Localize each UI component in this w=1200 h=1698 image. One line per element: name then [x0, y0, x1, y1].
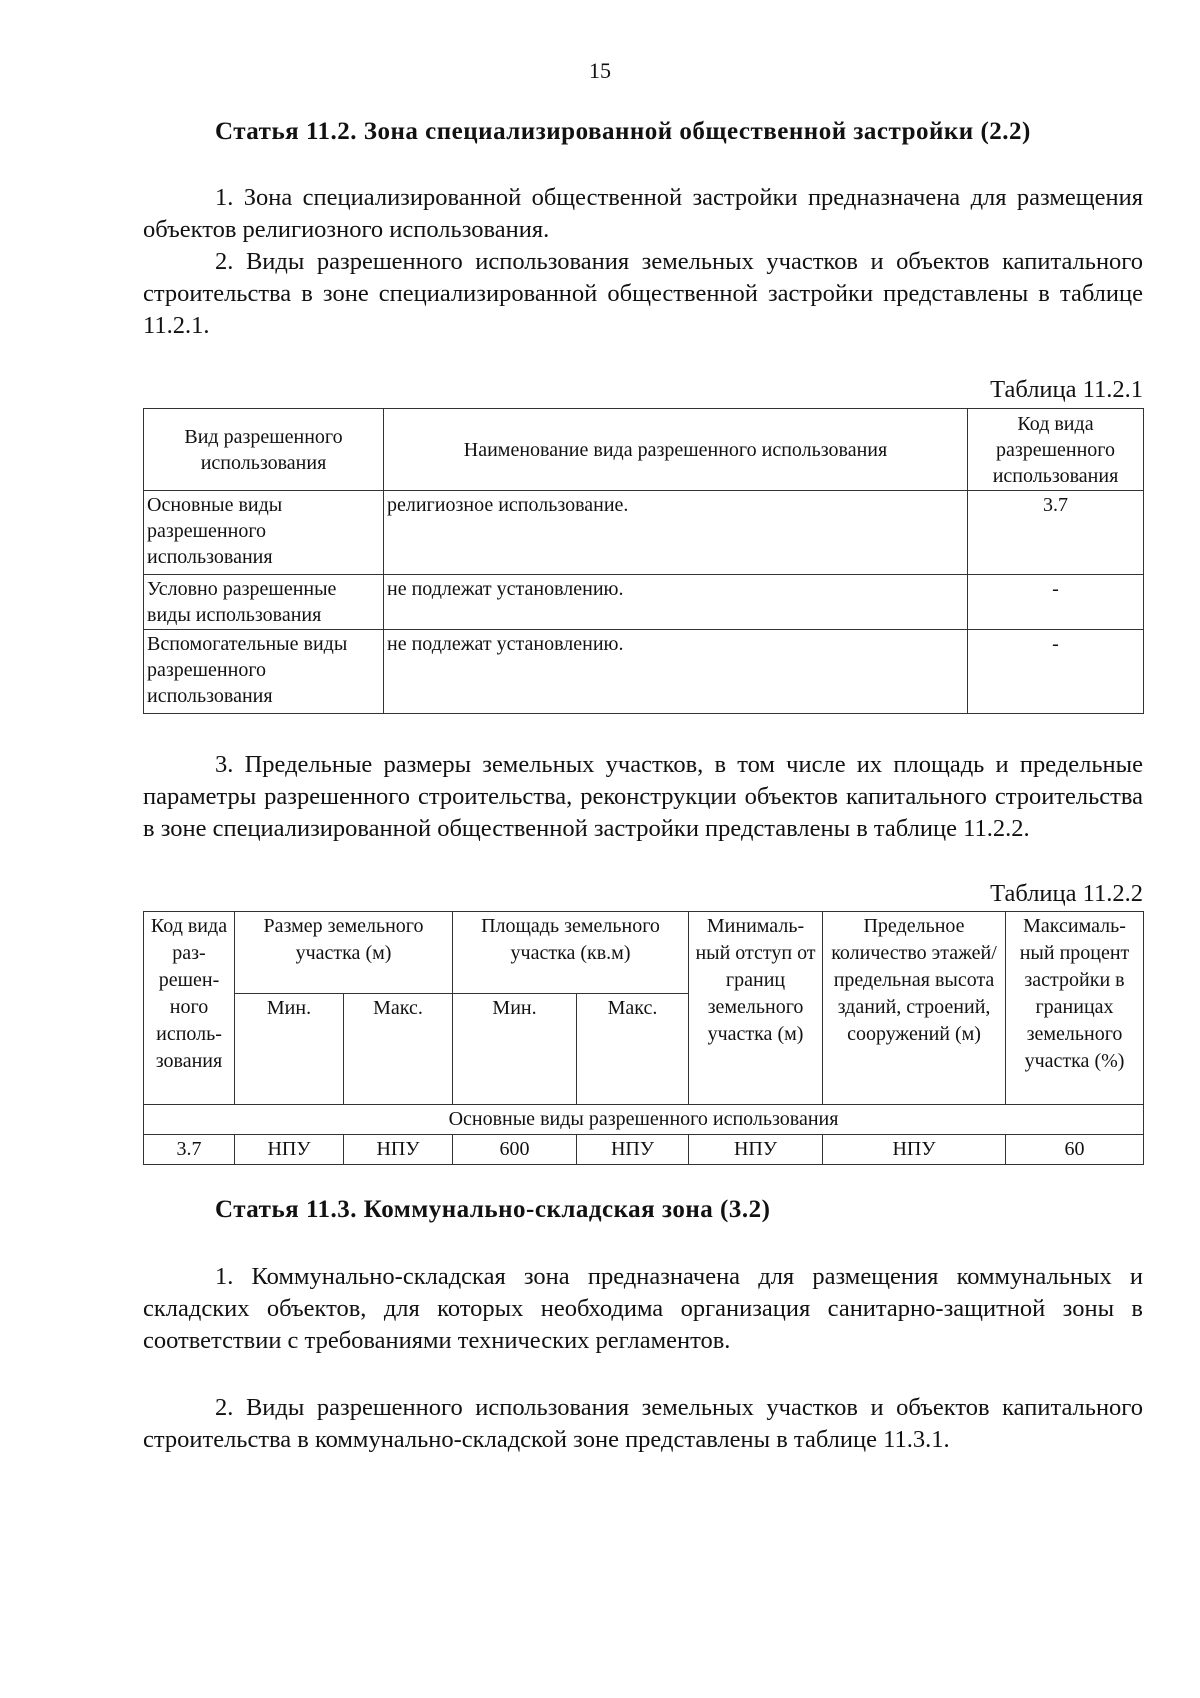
article-11-2-paragraph-2: 2. Виды разрешенного использования земельных участков и объектов капитального строительства в зоне специализированной общественной застройки представлены в таблице 11.2.1. — [143, 248, 1143, 339]
cell-use-type: Условно разрешенные виды использования — [144, 575, 384, 630]
table-row — [144, 630, 1144, 714]
table-11-2-2 — [143, 911, 1144, 1165]
cell-use-name: не подлежат установлению. — [384, 575, 968, 630]
article-11-2-paragraph-3: 3. Предельные размеры земельных участков, в том числе их площадь и предельные параметры разрешенного строительства, реконструкции объектов капитального строительства в зоне специализированной общественной застройки представлены в таблице 11.2.2. — [143, 751, 1143, 842]
article-11-3-paragraph-1: 1. Коммунально-складская зона предназначена для размещения коммунальных и складских объектов, для которых необходима организация санитарно-защитной зоны в соответствии с требованиями технических регламентов. — [143, 1263, 1143, 1354]
table-row — [144, 575, 1144, 630]
page-number: 15 — [589, 58, 611, 83]
article-11-2-heading: Статья 11.2. Зона специализированной общественной застройки (2.2) — [215, 118, 1031, 145]
header-use-type: Вид разрешенного использования — [144, 409, 384, 491]
cell-min-setback: НПУ — [689, 1135, 823, 1165]
cell-use-name: не подлежат установлению. — [384, 630, 968, 714]
header-min-setback: Минималь-ный отступ от границ земельного участка (м) — [689, 912, 823, 1105]
cell-use-code: - — [968, 575, 1144, 630]
table-11-2-2-caption: Таблица 11.2.2 — [990, 880, 1143, 907]
table-header-row — [144, 912, 1144, 994]
header-use-code: Код вида разрешенного использования — [968, 409, 1144, 491]
article-11-3-paragraph-2: 2. Виды разрешенного использования земельных участков и объектов капитального строительства в коммунально-складской зоне представлены в таблице 11.3.1. — [143, 1394, 1143, 1453]
header-plot-size: Размер земельного участка (м) — [235, 912, 453, 994]
header-use-name: Наименование вида разрешенного использования — [384, 409, 968, 491]
cell-area-min: 600 — [453, 1135, 577, 1165]
cell-use-code: 3.7 — [968, 491, 1144, 575]
header-plot-area: Площадь земельного участка (кв.м) — [453, 912, 689, 994]
table-11-2-1-caption: Таблица 11.2.1 — [990, 376, 1143, 403]
table-section-row — [144, 1105, 1144, 1135]
cell-max-floors: НПУ — [823, 1135, 1006, 1165]
table-row — [144, 491, 1144, 575]
cell-max-coverage: 60 — [1006, 1135, 1144, 1165]
cell-size-min: НПУ — [235, 1135, 344, 1165]
table-row — [144, 1135, 1144, 1165]
subheader-area-min: Мин. — [453, 994, 577, 1105]
section-label: Основные виды разрешенного использования — [144, 1105, 1144, 1135]
cell-code: 3.7 — [144, 1135, 235, 1165]
subheader-size-max: Макс. — [344, 994, 453, 1105]
cell-use-code: - — [968, 630, 1144, 714]
header-code: Код вида раз-решен-ного исполь-зования — [144, 912, 235, 1105]
cell-use-type: Основные виды разрешенного использования — [144, 491, 384, 575]
table-11-2-1 — [143, 408, 1144, 714]
cell-use-type: Вспомогательные виды разрешенного использования — [144, 630, 384, 714]
cell-area-max: НПУ — [577, 1135, 689, 1165]
subheader-area-max: Макс. — [577, 994, 689, 1105]
subheader-size-min: Мин. — [235, 994, 344, 1105]
table-header-row — [144, 409, 1144, 491]
cell-size-max: НПУ — [344, 1135, 453, 1165]
cell-use-name: религиозное использование. — [384, 491, 968, 575]
article-11-2-paragraph-1: 1. Зона специализированной общественной застройки предназначена для размещения объектов религиозного использования. — [143, 184, 1143, 243]
header-max-coverage: Максималь-ный процент застройки в границах земельного участка (%) — [1006, 912, 1144, 1105]
article-11-3-heading: Статья 11.3. Коммунально-складская зона (3.2) — [215, 1196, 771, 1223]
header-max-floors: Предельное количество этажей/ предельная высота зданий, строений, сооружений (м) — [823, 912, 1006, 1105]
